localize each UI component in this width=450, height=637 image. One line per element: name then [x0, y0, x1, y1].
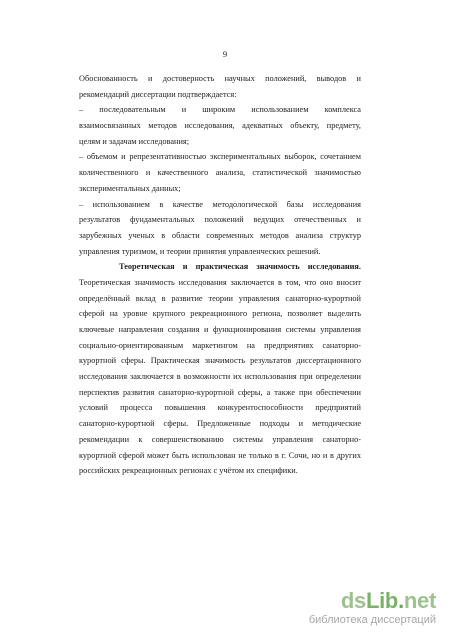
- text-line: исследования заключается в возможности их использования при определении: [79, 372, 361, 382]
- logo-ds: ds: [340, 588, 366, 613]
- text-line: российских рекреационных регионах с учётом их специфики.: [79, 466, 298, 476]
- dslib-logo: [341, 589, 436, 613]
- document-body: [79, 71, 361, 479]
- text-line: взаимосвязанных методов исследования, адекватных объекту, предмету,: [79, 121, 361, 131]
- text-line: целям и задачам исследования;: [79, 136, 190, 146]
- text-line: ключевые направления создания и функционирования системы управления: [79, 325, 361, 334]
- watermark-caption: библиотека диссертаций: [308, 614, 436, 626]
- text-line: санаторно-курортной сферы. Предложенные подходы и методические: [79, 419, 361, 429]
- text-line: управления туризмом, и теории принятия управленческих решений.: [79, 246, 321, 256]
- text-line: Обоснованность и достоверность научных положений, выводов и: [79, 74, 361, 83]
- text-line: рекомендации к совершенствованию системы управления санаторно-: [79, 434, 361, 444]
- section-heading: Теоретическая и практическая значимость исследования.: [119, 262, 361, 272]
- text-line: экспериментальных данных;: [79, 183, 181, 193]
- dslib-watermark[interactable]: [306, 589, 436, 629]
- logo-dot: .: [398, 588, 404, 613]
- text-line: определённый вклад в развитие теории управления санаторно-курортной: [79, 293, 361, 303]
- text-line: – использованием в качестве методологической базы исследования: [79, 199, 361, 209]
- logo-lib: Lib: [365, 588, 399, 613]
- text-line: перспектив развития санаторно-курортной сферы, а также при обеспечении: [79, 387, 361, 397]
- page-number: 9: [222, 49, 228, 59]
- text-line: рекомендаций диссертации подтверждается:: [79, 89, 237, 99]
- text-line: – последовательным и широким использованием комплекса: [79, 105, 361, 115]
- text-line: результатов фундаментальных положений ведущих отечественных и: [79, 215, 361, 225]
- text-line: социально-ориентированным маркетингом на предприятиях санаторно-: [79, 340, 361, 350]
- text-line: курортной сферы. Практическая значимость результатов диссертационного: [79, 356, 361, 366]
- text-line: Теоретическая значимость исследования заключается в том, что оно вносит: [79, 277, 361, 287]
- paragraph-validity: [79, 71, 361, 259]
- text-line: – объемом и репрезентативностью экспериментальных выборок, сочетанием: [79, 152, 361, 162]
- text-line: условий процесса повышения конкурентоспособности предприятий: [79, 403, 361, 413]
- text-line: курортной сферой может быть использован не только в г. Сочи, но и в других: [79, 450, 361, 460]
- paragraph-significance: [79, 259, 361, 479]
- logo-net: net: [403, 588, 436, 613]
- text-line: количественного и качественного анализа, статистической значимостью: [79, 168, 361, 178]
- text-line: зарубежных ученых в области современных методов анализа структур: [79, 230, 361, 240]
- text-line: сферой на уровне крупного рекреационного региона, позволяет выделить: [79, 309, 361, 319]
